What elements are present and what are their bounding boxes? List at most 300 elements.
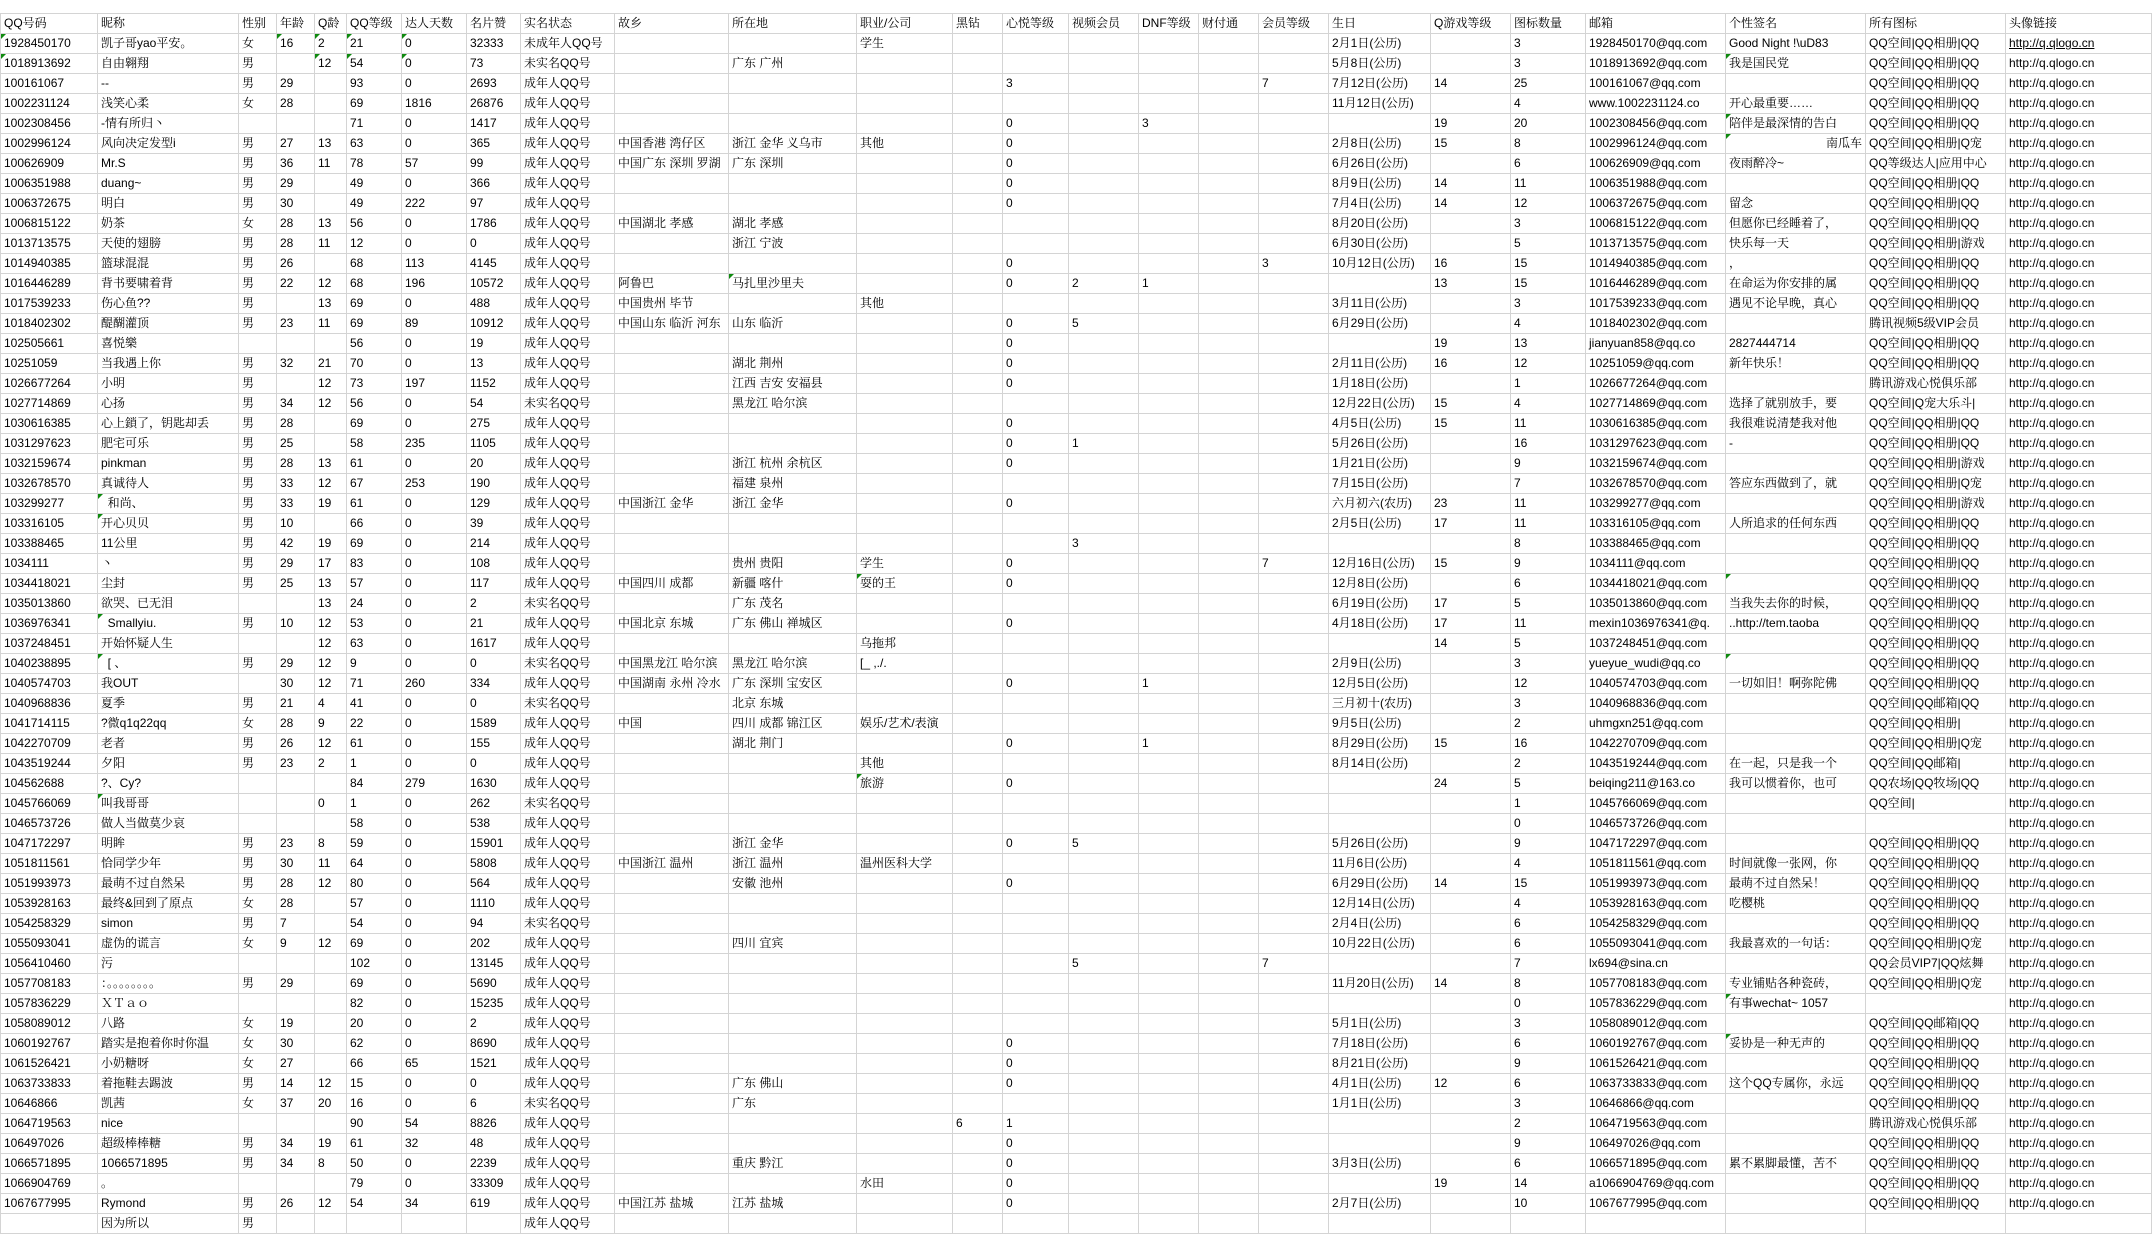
cell-video[interactable] xyxy=(1069,254,1139,274)
cell-age[interactable] xyxy=(277,774,315,794)
cell-sex[interactable]: 女 xyxy=(239,1094,277,1114)
cell-sex[interactable]: 女 xyxy=(239,1054,277,1074)
cell-realname[interactable]: 成年人QQ号 xyxy=(521,434,615,454)
cell-birthday[interactable]: 9月5日(公历) xyxy=(1329,714,1431,734)
cell-sig[interactable] xyxy=(1726,634,1866,654)
cell-nick[interactable]: 。 xyxy=(98,1174,239,1194)
cell-email[interactable]: 1928450170@qq.com xyxy=(1586,34,1726,54)
cell-video[interactable] xyxy=(1069,914,1139,934)
cell-vip[interactable] xyxy=(1259,1154,1329,1174)
cell-xinyue[interactable] xyxy=(1003,914,1069,934)
cell-sex[interactable]: 女 xyxy=(239,94,277,114)
cell-job[interactable] xyxy=(857,1054,953,1074)
cell-cft[interactable] xyxy=(1199,1174,1259,1194)
cell-allicons[interactable]: QQ空间|QQ相册|QQ xyxy=(1866,834,2006,854)
cell-hometown[interactable]: 中国四川 成都 xyxy=(615,574,729,594)
cell-cft[interactable] xyxy=(1199,1154,1259,1174)
cell-zan[interactable]: 5808 xyxy=(467,854,521,874)
cell-job[interactable]: [_ ,./. xyxy=(857,654,953,674)
cell-qage[interactable] xyxy=(315,254,347,274)
cell-vip[interactable] xyxy=(1259,934,1329,954)
cell-birthday[interactable]: 6月30日(公历) xyxy=(1329,234,1431,254)
cell-sex[interactable]: 男 xyxy=(239,394,277,414)
cell-vip[interactable] xyxy=(1259,574,1329,594)
cell-qgame[interactable] xyxy=(1431,314,1511,334)
cell-sex[interactable]: 男 xyxy=(239,194,277,214)
cell-hometown[interactable]: 中国山东 临沂 河东 xyxy=(615,314,729,334)
cell-birthday[interactable]: 8月9日(公历) xyxy=(1329,174,1431,194)
cell-daren[interactable]: 0 xyxy=(402,1174,467,1194)
cell-qq[interactable] xyxy=(1,1214,98,1234)
cell-heizuan[interactable] xyxy=(953,374,1003,394)
cell-sex[interactable]: 男 xyxy=(239,514,277,534)
cell-location[interactable] xyxy=(729,1114,857,1134)
cell-qq[interactable]: 1045766069 xyxy=(1,794,98,814)
cell-icons[interactable]: 5 xyxy=(1511,234,1586,254)
cell-daren[interactable]: 0 xyxy=(402,554,467,574)
cell-qq[interactable]: 1056410460 xyxy=(1,954,98,974)
cell-heizuan[interactable] xyxy=(953,434,1003,454)
cell-dnf[interactable] xyxy=(1139,914,1199,934)
cell-daren[interactable]: 0 xyxy=(402,634,467,654)
cell-cft[interactable] xyxy=(1199,794,1259,814)
cell-realname[interactable]: 成年人QQ号 xyxy=(521,1014,615,1034)
cell-allicons[interactable]: QQ空间|QQ相册|QQ xyxy=(1866,114,2006,134)
cell-xinyue[interactable] xyxy=(1003,634,1069,654)
cell-daren[interactable]: 0 xyxy=(402,214,467,234)
cell-vip[interactable] xyxy=(1259,614,1329,634)
cell-allicons[interactable]: QQ空间|QQ相册|QQ xyxy=(1866,554,2006,574)
header-email[interactable]: 邮箱 xyxy=(1586,14,1726,34)
cell-sex[interactable]: 男 xyxy=(239,414,277,434)
cell-hometown[interactable] xyxy=(615,194,729,214)
cell-hometown[interactable] xyxy=(615,874,729,894)
cell-email[interactable]: 1032678570@qq.com xyxy=(1586,474,1726,494)
cell-nick[interactable]: 小明 xyxy=(98,374,239,394)
cell-realname[interactable]: 成年人QQ号 xyxy=(521,1054,615,1074)
cell-allicons[interactable]: QQ空间|QQ相册|QQ xyxy=(1866,354,2006,374)
cell-qq[interactable]: 1027714869 xyxy=(1,394,98,414)
cell-video[interactable] xyxy=(1069,114,1139,134)
cell-nick[interactable]: 虚伪的谎言 xyxy=(98,934,239,954)
cell-level[interactable]: 68 xyxy=(347,274,402,294)
cell-allicons[interactable]: QQ空间|QQ相册|QQ xyxy=(1866,1034,2006,1054)
cell-hometown[interactable] xyxy=(615,354,729,374)
cell-icons[interactable]: 6 xyxy=(1511,914,1586,934)
cell-level[interactable]: 59 xyxy=(347,834,402,854)
cell-qage[interactable] xyxy=(315,114,347,134)
cell-icons[interactable]: 3 xyxy=(1511,294,1586,314)
cell-dnf[interactable] xyxy=(1139,374,1199,394)
cell-job[interactable] xyxy=(857,334,953,354)
cell-realname[interactable]: 成年人QQ号 xyxy=(521,934,615,954)
cell-qage[interactable] xyxy=(315,74,347,94)
cell-location[interactable] xyxy=(729,1054,857,1074)
cell-video[interactable] xyxy=(1069,1134,1139,1154)
cell-nick[interactable]: 当我遇上你 xyxy=(98,354,239,374)
header-video[interactable]: 视频会员 xyxy=(1069,14,1139,34)
cell-qgame[interactable] xyxy=(1431,834,1511,854)
cell-nick[interactable]: 明白 xyxy=(98,194,239,214)
header-job[interactable]: 职业/公司 xyxy=(857,14,953,34)
cell-video[interactable] xyxy=(1069,554,1139,574)
cell-level[interactable]: 49 xyxy=(347,194,402,214)
cell-nick[interactable]: 奶茶 xyxy=(98,214,239,234)
cell-zan[interactable]: 20 xyxy=(467,454,521,474)
cell-sex[interactable]: 男 xyxy=(239,374,277,394)
cell-allicons[interactable]: QQ空间|QQ相册|QQ xyxy=(1866,334,2006,354)
cell-age[interactable]: 23 xyxy=(277,754,315,774)
cell-vip[interactable] xyxy=(1259,634,1329,654)
cell-birthday[interactable]: 4月18日(公历) xyxy=(1329,614,1431,634)
cell-sex[interactable]: 男 xyxy=(239,654,277,674)
cell-qgame[interactable] xyxy=(1431,94,1511,114)
cell-cft[interactable] xyxy=(1199,134,1259,154)
cell-xinyue[interactable]: 0 xyxy=(1003,834,1069,854)
cell-birthday[interactable]: 8月20日(公历) xyxy=(1329,214,1431,234)
cell-heizuan[interactable] xyxy=(953,774,1003,794)
cell-daren[interactable]: 0 xyxy=(402,334,467,354)
cell-qq[interactable]: 1006372675 xyxy=(1,194,98,214)
cell-video[interactable] xyxy=(1069,34,1139,54)
cell-vip[interactable] xyxy=(1259,354,1329,374)
cell-hometown[interactable]: 中国贵州 毕节 xyxy=(615,294,729,314)
cell-realname[interactable]: 成年人QQ号 xyxy=(521,494,615,514)
cell-nick[interactable]: 醍醐灌顶 xyxy=(98,314,239,334)
cell-zan[interactable]: 1589 xyxy=(467,714,521,734)
cell-zan[interactable]: 21 xyxy=(467,614,521,634)
cell-nick[interactable]: 超级棒棒糖 xyxy=(98,1134,239,1154)
cell-dnf[interactable] xyxy=(1139,1094,1199,1114)
cell-allicons[interactable]: QQ空间|QQ相册|QQ xyxy=(1866,654,2006,674)
cell-zan[interactable]: 0 xyxy=(467,1074,521,1094)
cell-qage[interactable] xyxy=(315,1034,347,1054)
cell-qgame[interactable]: 17 xyxy=(1431,594,1511,614)
cell-xinyue[interactable] xyxy=(1003,854,1069,874)
cell-age[interactable] xyxy=(277,114,315,134)
cell-xinyue[interactable]: 0 xyxy=(1003,414,1069,434)
cell-daren[interactable]: 0 xyxy=(402,834,467,854)
cell-vip[interactable] xyxy=(1259,974,1329,994)
cell-qgame[interactable] xyxy=(1431,694,1511,714)
cell-age[interactable]: 7 xyxy=(277,914,315,934)
cell-sig[interactable]: 快乐每一天 xyxy=(1726,234,1866,254)
cell-video[interactable] xyxy=(1069,154,1139,174)
cell-qgame[interactable]: 14 xyxy=(1431,74,1511,94)
cell-birthday[interactable]: 8月14日(公历) xyxy=(1329,754,1431,774)
cell-birthday[interactable]: 6月19日(公历) xyxy=(1329,594,1431,614)
cell-video[interactable] xyxy=(1069,134,1139,154)
cell-heizuan[interactable] xyxy=(953,174,1003,194)
cell-level[interactable]: 61 xyxy=(347,734,402,754)
cell-xinyue[interactable] xyxy=(1003,214,1069,234)
cell-daren[interactable]: 0 xyxy=(402,954,467,974)
cell-level[interactable]: 66 xyxy=(347,1054,402,1074)
cell-sig[interactable] xyxy=(1726,834,1866,854)
cell-hometown[interactable] xyxy=(615,914,729,934)
cell-zan[interactable]: 13145 xyxy=(467,954,521,974)
cell-hometown[interactable] xyxy=(615,894,729,914)
cell-job[interactable] xyxy=(857,954,953,974)
cell-allicons[interactable]: QQ空间|QQ相册|QQ xyxy=(1866,1194,2006,1214)
cell-daren[interactable]: 0 xyxy=(402,574,467,594)
cell-xinyue[interactable]: 0 xyxy=(1003,574,1069,594)
cell-xinyue[interactable]: 0 xyxy=(1003,454,1069,474)
cell-avatar[interactable]: http://q.qlogo.cn xyxy=(2006,474,2152,494)
cell-job[interactable] xyxy=(857,1074,953,1094)
cell-nick[interactable]: 和尚、 xyxy=(98,494,239,514)
cell-xinyue[interactable]: 0 xyxy=(1003,374,1069,394)
cell-sig[interactable]: 一切如旧！啊弥陀佛 xyxy=(1726,674,1866,694)
cell-allicons[interactable]: 腾讯视频5级VIP会员 xyxy=(1866,314,2006,334)
cell-qage[interactable]: 12 xyxy=(315,394,347,414)
cell-sex[interactable] xyxy=(239,774,277,794)
cell-icons[interactable]: 3 xyxy=(1511,1014,1586,1034)
cell-zan[interactable]: 1617 xyxy=(467,634,521,654)
cell-hometown[interactable] xyxy=(615,1174,729,1194)
cell-video[interactable] xyxy=(1069,714,1139,734)
cell-zan[interactable]: 48 xyxy=(467,1134,521,1154)
cell-daren[interactable]: 0 xyxy=(402,494,467,514)
cell-daren[interactable]: 32 xyxy=(402,1134,467,1154)
header-level[interactable]: QQ等级 xyxy=(347,14,402,34)
cell-xinyue[interactable] xyxy=(1003,694,1069,714)
cell-job[interactable]: 其他 xyxy=(857,134,953,154)
cell-age[interactable] xyxy=(277,1174,315,1194)
cell-level[interactable]: 80 xyxy=(347,874,402,894)
cell-icons[interactable]: 10 xyxy=(1511,1194,1586,1214)
cell-birthday[interactable]: 10月22日(公历) xyxy=(1329,934,1431,954)
cell-sig[interactable]: 选择了就别放手，要 xyxy=(1726,394,1866,414)
cell-video[interactable]: 3 xyxy=(1069,534,1139,554)
cell-location[interactable] xyxy=(729,954,857,974)
cell-qq[interactable]: 1066571895 xyxy=(1,1154,98,1174)
cell-job[interactable]: 温州医科大学 xyxy=(857,854,953,874)
cell-qq[interactable]: 1017539233 xyxy=(1,294,98,314)
cell-heizuan[interactable] xyxy=(953,1054,1003,1074)
cell-qq[interactable]: 1014940385 xyxy=(1,254,98,274)
cell-daren[interactable]: 57 xyxy=(402,154,467,174)
cell-qq[interactable]: 1002308456 xyxy=(1,114,98,134)
cell-qq[interactable]: 1046573726 xyxy=(1,814,98,834)
cell-sig[interactable]: 我很难说清楚我对他 xyxy=(1726,414,1866,434)
cell-cft[interactable] xyxy=(1199,614,1259,634)
cell-xinyue[interactable] xyxy=(1003,814,1069,834)
cell-sig[interactable]: 我可以惯着你，也可 xyxy=(1726,774,1866,794)
cell-vip[interactable] xyxy=(1259,1194,1329,1214)
cell-dnf[interactable] xyxy=(1139,554,1199,574)
cell-qage[interactable]: 13 xyxy=(315,214,347,234)
cell-heizuan[interactable] xyxy=(953,894,1003,914)
cell-cft[interactable] xyxy=(1199,334,1259,354)
cell-avatar[interactable]: http://q.qlogo.cn xyxy=(2006,414,2152,434)
cell-xinyue[interactable] xyxy=(1003,934,1069,954)
cell-email[interactable]: 1057836229@qq.com xyxy=(1586,994,1726,1014)
cell-sig[interactable]: 但愿你已经睡着了， xyxy=(1726,214,1866,234)
cell-birthday[interactable]: 2月4日(公历) xyxy=(1329,914,1431,934)
cell-vip[interactable] xyxy=(1259,694,1329,714)
cell-allicons[interactable]: QQ会员VIP7|QQ炫舞 xyxy=(1866,954,2006,974)
cell-level[interactable]: 69 xyxy=(347,414,402,434)
cell-xinyue[interactable] xyxy=(1003,34,1069,54)
cell-email[interactable]: 10646866@qq.com xyxy=(1586,1094,1726,1114)
cell-icons[interactable] xyxy=(1511,1214,1586,1234)
cell-qq[interactable]: 1051811561 xyxy=(1,854,98,874)
cell-hometown[interactable] xyxy=(615,1054,729,1074)
cell-xinyue[interactable]: 0 xyxy=(1003,114,1069,134)
cell-nick[interactable]: 污 xyxy=(98,954,239,974)
cell-zan[interactable]: 73 xyxy=(467,54,521,74)
cell-level[interactable]: 9 xyxy=(347,654,402,674)
cell-cft[interactable] xyxy=(1199,374,1259,394)
cell-heizuan[interactable] xyxy=(953,214,1003,234)
cell-qgame[interactable]: 19 xyxy=(1431,1174,1511,1194)
cell-dnf[interactable] xyxy=(1139,714,1199,734)
cell-heizuan[interactable] xyxy=(953,574,1003,594)
cell-avatar[interactable]: http://q.qlogo.cn xyxy=(2006,274,2152,294)
cell-daren[interactable]: 0 xyxy=(402,614,467,634)
cell-vip[interactable] xyxy=(1259,994,1329,1014)
cell-heizuan[interactable] xyxy=(953,414,1003,434)
cell-qage[interactable]: 12 xyxy=(315,54,347,74)
cell-allicons[interactable]: QQ空间|QQ相册|QQ xyxy=(1866,674,2006,694)
cell-sex[interactable]: 男 xyxy=(239,54,277,74)
cell-sig[interactable] xyxy=(1726,1174,1866,1194)
cell-email[interactable]: 1002308456@qq.com xyxy=(1586,114,1726,134)
cell-sex[interactable]: 男 xyxy=(239,354,277,374)
cell-age[interactable]: 30 xyxy=(277,854,315,874)
cell-sig[interactable] xyxy=(1726,1194,1866,1214)
cell-realname[interactable]: 成年人QQ号 xyxy=(521,74,615,94)
cell-dnf[interactable] xyxy=(1139,34,1199,54)
cell-realname[interactable]: 成年人QQ号 xyxy=(521,1214,615,1234)
cell-sig[interactable]: 陪伴是最深情的告白 xyxy=(1726,114,1866,134)
cell-video[interactable] xyxy=(1069,634,1139,654)
cell-daren[interactable]: 0 xyxy=(402,874,467,894)
cell-nick[interactable]: ?、Cy? xyxy=(98,774,239,794)
cell-sig[interactable] xyxy=(1726,954,1866,974)
cell-daren[interactable]: 1816 xyxy=(402,94,467,114)
cell-xinyue[interactable] xyxy=(1003,394,1069,414)
cell-avatar[interactable]: http://q.qlogo.cn xyxy=(2006,394,2152,414)
cell-location[interactable] xyxy=(729,1134,857,1154)
cell-qq[interactable]: 1016446289 xyxy=(1,274,98,294)
cell-zan[interactable]: 0 xyxy=(467,694,521,714)
cell-job[interactable] xyxy=(857,74,953,94)
cell-realname[interactable]: 未成年人QQ号 xyxy=(521,34,615,54)
cell-vip[interactable]: 3 xyxy=(1259,254,1329,274)
cell-realname[interactable]: 成年人QQ号 xyxy=(521,1194,615,1214)
cell-job[interactable]: 学生 xyxy=(857,554,953,574)
cell-zan[interactable]: 4145 xyxy=(467,254,521,274)
cell-xinyue[interactable]: 3 xyxy=(1003,74,1069,94)
cell-sig[interactable]: 有事wechat~ 1057 xyxy=(1726,994,1866,1014)
cell-birthday[interactable]: 7月12日(公历) xyxy=(1329,74,1431,94)
cell-video[interactable] xyxy=(1069,454,1139,474)
cell-daren[interactable]: 0 xyxy=(402,594,467,614)
header-nick[interactable]: 昵称 xyxy=(98,14,239,34)
cell-location[interactable]: 马扎里沙里夫 xyxy=(729,274,857,294)
cell-location[interactable] xyxy=(729,1014,857,1034)
cell-avatar[interactable]: http://q.qlogo.cn xyxy=(2006,674,2152,694)
cell-age[interactable]: 28 xyxy=(277,454,315,474)
cell-zan[interactable]: 0 xyxy=(467,754,521,774)
cell-heizuan[interactable] xyxy=(953,114,1003,134)
cell-daren[interactable]: 260 xyxy=(402,674,467,694)
cell-sig[interactable] xyxy=(1726,174,1866,194)
cell-location[interactable]: 四川 宜宾 xyxy=(729,934,857,954)
cell-email[interactable]: 1002996124@qq.com xyxy=(1586,134,1726,154)
cell-hometown[interactable] xyxy=(615,974,729,994)
cell-sig[interactable]: - xyxy=(1726,434,1866,454)
cell-sex[interactable] xyxy=(239,794,277,814)
cell-daren[interactable]: 0 xyxy=(402,414,467,434)
cell-email[interactable]: 1026677264@qq.com xyxy=(1586,374,1726,394)
cell-vip[interactable] xyxy=(1259,1134,1329,1154)
cell-icons[interactable]: 4 xyxy=(1511,314,1586,334)
cell-qgame[interactable] xyxy=(1431,434,1511,454)
cell-heizuan[interactable] xyxy=(953,454,1003,474)
cell-vip[interactable] xyxy=(1259,734,1329,754)
cell-nick[interactable]: ＸＴａｏ xyxy=(98,994,239,1014)
cell-heizuan[interactable] xyxy=(953,614,1003,634)
cell-dnf[interactable] xyxy=(1139,1154,1199,1174)
cell-nick[interactable]: 夏季 xyxy=(98,694,239,714)
cell-qgame[interactable]: 16 xyxy=(1431,354,1511,374)
cell-qgame[interactable]: 14 xyxy=(1431,974,1511,994)
cell-icons[interactable]: 8 xyxy=(1511,134,1586,154)
cell-location[interactable] xyxy=(729,194,857,214)
cell-job[interactable] xyxy=(857,614,953,634)
cell-xinyue[interactable]: 0 xyxy=(1003,334,1069,354)
cell-job[interactable] xyxy=(857,474,953,494)
cell-icons[interactable]: 9 xyxy=(1511,834,1586,854)
cell-email[interactable]: 103388465@qq.com xyxy=(1586,534,1726,554)
cell-birthday[interactable]: 三月初十(农历) xyxy=(1329,694,1431,714)
cell-icons[interactable]: 7 xyxy=(1511,474,1586,494)
cell-realname[interactable]: 未实名QQ号 xyxy=(521,654,615,674)
cell-location[interactable]: 湖北 荆门 xyxy=(729,734,857,754)
cell-allicons[interactable]: QQ等级达人|应用中心 xyxy=(1866,154,2006,174)
cell-heizuan[interactable] xyxy=(953,1174,1003,1194)
cell-hometown[interactable]: 中国黑龙江 哈尔滨 xyxy=(615,654,729,674)
cell-job[interactable] xyxy=(857,994,953,1014)
cell-cft[interactable] xyxy=(1199,314,1259,334)
cell-nick[interactable]: 尘封 xyxy=(98,574,239,594)
cell-email[interactable]: 1047172297@qq.com xyxy=(1586,834,1726,854)
cell-qgame[interactable] xyxy=(1431,1114,1511,1134)
cell-realname[interactable]: 成年人QQ号 xyxy=(521,674,615,694)
cell-email[interactable]: 1018402302@qq.com xyxy=(1586,314,1726,334)
cell-dnf[interactable] xyxy=(1139,94,1199,114)
cell-avatar[interactable]: http://q.qlogo.cn xyxy=(2006,254,2152,274)
cell-cft[interactable] xyxy=(1199,594,1259,614)
cell-level[interactable]: 50 xyxy=(347,1154,402,1174)
cell-hometown[interactable] xyxy=(615,334,729,354)
cell-daren[interactable]: 89 xyxy=(402,314,467,334)
cell-age[interactable] xyxy=(277,334,315,354)
cell-avatar[interactable]: http://q.qlogo.cn xyxy=(2006,934,2152,954)
cell-level[interactable]: 53 xyxy=(347,614,402,634)
cell-icons[interactable]: 6 xyxy=(1511,1034,1586,1054)
cell-birthday[interactable]: 11月6日(公历) xyxy=(1329,854,1431,874)
cell-nick[interactable]: Rymond xyxy=(98,1194,239,1214)
cell-zan[interactable]: 1630 xyxy=(467,774,521,794)
cell-sex[interactable]: 男 xyxy=(239,314,277,334)
cell-level[interactable]: 84 xyxy=(347,774,402,794)
cell-qgame[interactable] xyxy=(1431,234,1511,254)
cell-level[interactable]: 83 xyxy=(347,554,402,574)
